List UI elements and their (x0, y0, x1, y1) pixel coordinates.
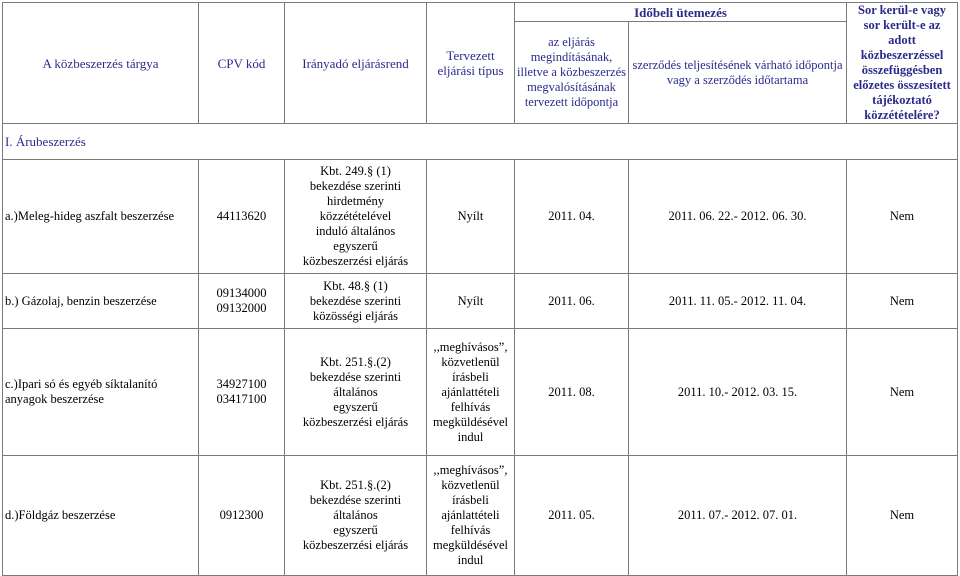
row-procedure: Kbt. 251.§.(2) bekezdése szerinti általános egyszerű közbeszerzési eljárás (285, 456, 427, 576)
table-row (3, 456, 958, 576)
row-completion: 2011. 10.- 2012. 03. 15. (629, 329, 847, 456)
row-procedure: Kbt. 48.§ (1) bekezdése szerinti közösségi eljárás (285, 274, 427, 329)
row-procedure: Kbt. 251.§.(2) bekezdése szerinti általános egyszerű közbeszerzési eljárás (285, 329, 427, 456)
row-subject: d.)Földgáz beszerzése (3, 456, 199, 576)
row-cpv: 34927100 03417100 (199, 329, 285, 456)
table-row (3, 160, 958, 274)
row-type: Nyílt (427, 160, 515, 274)
row-subject: c.)Ipari só és egyéb síktalanító anyagok beszerzése (3, 329, 199, 456)
row-completion: 2011. 11. 05.- 2012. 11. 04. (629, 274, 847, 329)
row-start: 2011. 08. (515, 329, 629, 456)
row-prior-notice: Nem (847, 329, 958, 456)
header-completion: szerződés teljesítésének várható időpontja vagy a szerződés időtartama (629, 22, 847, 124)
table-row (3, 329, 958, 456)
procurement-plan-table (2, 2, 958, 576)
row-type: ,,meghívásos”, közvetlenül írásbeli ajánlattételi felhívás megküldésével indul (427, 456, 515, 576)
row-prior-notice: Nem (847, 160, 958, 274)
header-subject: A közbeszerzés tárgya (3, 3, 199, 124)
header-cpv: CPV kód (199, 3, 285, 124)
header-schedule-group: Időbeli ütemezés (515, 3, 847, 22)
row-cpv: 09134000 09132000 (199, 274, 285, 329)
row-cpv: 44113620 (199, 160, 285, 274)
row-start: 2011. 06. (515, 274, 629, 329)
row-prior-notice: Nem (847, 274, 958, 329)
table-row (3, 274, 958, 329)
header-start-date: az eljárás megindításának, illetve a közbeszerzés megvalósításának tervezett időpontja (515, 22, 629, 124)
section-title: I. Árubeszerzés (3, 124, 958, 160)
header-procedure: Irányadó eljárásrend (285, 3, 427, 124)
row-completion: 2011. 07.- 2012. 07. 01. (629, 456, 847, 576)
row-procedure: Kbt. 249.§ (1) bekezdése szerinti hirdetmény közzétételével induló általános egyszerű közbeszerzési eljárás (285, 160, 427, 274)
header-prior-notice: Sor kerül-e vagy sor került-e az adott közbeszerzéssel összefüggésben előzetes összesített tájékoztató közzétételére? (847, 3, 958, 124)
row-subject: b.) Gázolaj, benzin beszerzése (3, 274, 199, 329)
row-start: 2011. 04. (515, 160, 629, 274)
row-cpv: 0912300 (199, 456, 285, 576)
row-type: Nyílt (427, 274, 515, 329)
row-completion: 2011. 06. 22.- 2012. 06. 30. (629, 160, 847, 274)
row-subject: a.)Meleg-hideg aszfalt beszerzése (3, 160, 199, 274)
row-start: 2011. 05. (515, 456, 629, 576)
row-type: ,,meghívásos”, közvetlenül írásbeli ajánlattételi felhívás megküldésével indul (427, 329, 515, 456)
header-procedure-type: Tervezett eljárási típus (427, 3, 515, 124)
row-prior-notice: Nem (847, 456, 958, 576)
